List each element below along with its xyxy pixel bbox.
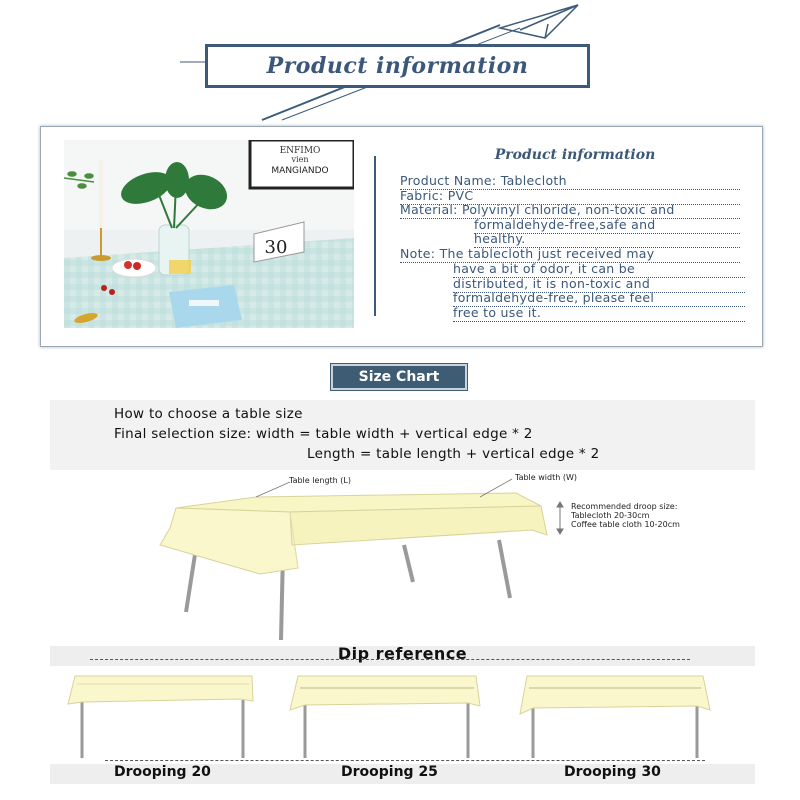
dip-label-20: Drooping 20: [114, 764, 211, 780]
tablecloth-drop-front: [160, 508, 298, 574]
info-line: Fabric: PVC: [400, 188, 740, 205]
info-line: free to use it.: [453, 305, 745, 322]
info-heading: Product information: [494, 147, 656, 163]
dip-table-25: [290, 676, 480, 758]
info-line: Product Name: Tablecloth: [400, 173, 740, 190]
droop-arrow-icon: [557, 502, 563, 534]
droop-title: Recommended droop size:: [571, 502, 678, 511]
formula-width: Final selection size: width = table width + vertical edge * 2: [114, 426, 533, 442]
dip-title: Dip reference: [337, 644, 468, 663]
poster-text: ENFIMO: [279, 146, 321, 156]
info-line: formaldehyde-free,safe and: [474, 217, 740, 234]
info-line: distributed, it is non-toxic and: [453, 276, 745, 293]
poster-text: MANGIANDO: [271, 166, 329, 176]
info-divider: [374, 156, 376, 316]
info-line: have a bit of odor, it can be: [453, 261, 745, 278]
dip-table-30: [520, 676, 710, 758]
dip-label-25: Drooping 25: [341, 764, 438, 780]
tablecloth-drop-side: [290, 506, 547, 545]
table-size-diagram: [0, 470, 800, 645]
product-photo: [64, 140, 354, 328]
dashed-divider: [90, 659, 690, 660]
label-table-width: Table width (W): [515, 473, 577, 482]
calendar-number: 30: [264, 237, 288, 258]
info-line: Note: The tablecloth just received may: [400, 246, 740, 263]
info-line: formaldehyde-free, please feel: [453, 290, 745, 307]
info-line: Material: Polyvinyl chloride, non-toxic and: [400, 202, 740, 219]
candle: [99, 160, 103, 230]
poster-text: vien: [291, 155, 309, 164]
droop-coffee: Coffee table cloth 10-20cm: [571, 520, 680, 529]
droop-tablecloth: Tablecloth 20-30cm: [571, 511, 650, 520]
label-table-length: Table length (L): [289, 476, 351, 485]
paper-plane-icon: [500, 5, 578, 38]
dip-diagrams: [0, 666, 800, 766]
size-chart-label: Size Chart: [358, 369, 440, 385]
info-line: healthy.: [474, 231, 740, 248]
dip-table-20: [68, 676, 253, 758]
howto-title: How to choose a table size: [114, 406, 303, 422]
dashed-divider: [105, 760, 705, 761]
page-title: Product information: [266, 53, 529, 79]
formula-length: Length = table length + vertical edge * 2: [307, 446, 600, 462]
dip-label-30: Drooping 30: [564, 764, 661, 780]
